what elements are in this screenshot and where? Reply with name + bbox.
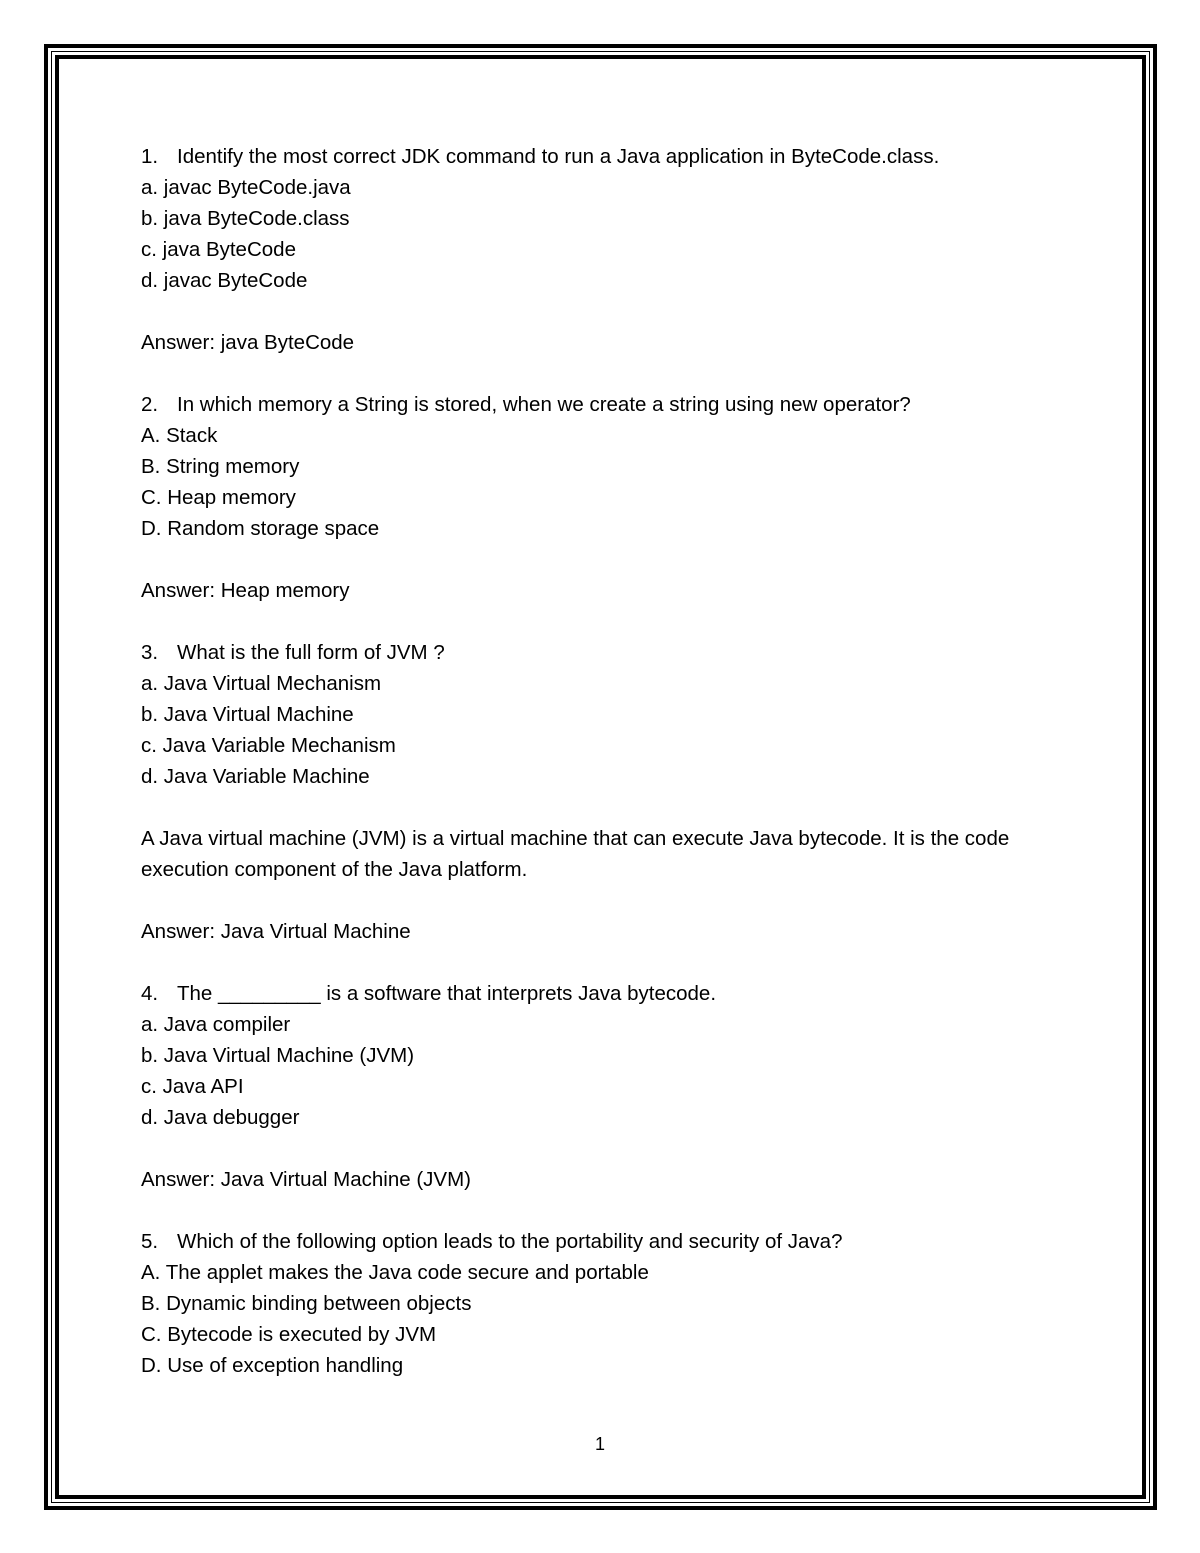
option-c: c. Java Variable Mechanism: [141, 734, 396, 757]
option-b: b. Java Virtual Machine (JVM): [141, 1044, 415, 1067]
spacer: [141, 358, 1061, 389]
question-number: 4.: [141, 982, 159, 1005]
option-b: b. Java Virtual Machine: [141, 703, 354, 726]
option-b: b. java ByteCode.class: [141, 207, 350, 230]
option-a: A. The applet makes the Java code secure and portable: [141, 1261, 649, 1284]
question-number: 2.: [141, 393, 159, 416]
question-text: Identify the most correct JDK command to run a Java application in ByteCode.class.: [177, 145, 940, 168]
question-number: 5.: [141, 1230, 159, 1253]
spacer: [141, 296, 1061, 327]
question-number: 1.: [141, 145, 159, 168]
explanation-paragraph: A Java virtual machine (JVM) is a virtual machine that can execute Java bytecode. It is the code execution component of the Java platform.: [141, 827, 1010, 881]
question-3-stem: [141, 637, 1061, 668]
answer-line: Answer: Java Virtual Machine: [141, 920, 411, 943]
answer-line: Answer: java ByteCode: [141, 331, 355, 354]
spacer: [141, 1133, 1061, 1164]
question-2-stem: [141, 389, 1061, 420]
option-d: D. Random storage space: [141, 517, 380, 540]
question-number: 3.: [141, 641, 159, 664]
answer-line: Answer: Heap memory: [141, 579, 350, 602]
option-c: C. Heap memory: [141, 486, 296, 509]
option-a: A. Stack: [141, 424, 218, 447]
option-c: c. Java API: [141, 1075, 244, 1098]
spacer: [141, 885, 1061, 916]
option-b: B. Dynamic binding between objects: [141, 1292, 472, 1315]
option-b: B. String memory: [141, 455, 300, 478]
spacer: [141, 792, 1061, 823]
question-4-stem: [141, 978, 1061, 1009]
page-number: 1: [594, 1434, 605, 1454]
option-a: a. Java compiler: [141, 1013, 291, 1036]
spacer: [141, 606, 1061, 637]
spacer: [141, 544, 1061, 575]
question-5-stem: [141, 1226, 1061, 1257]
question-block-5: [141, 1226, 1061, 1381]
option-c: C. Bytecode is executed by JVM: [141, 1323, 437, 1346]
spacer: [141, 947, 1061, 978]
spacer: [141, 1195, 1061, 1226]
option-d: d. Java Variable Machine: [141, 765, 370, 788]
question-block-2: [141, 389, 1061, 637]
quiz-content: [141, 141, 1061, 1381]
question-1-stem: [141, 141, 1061, 172]
question-block-4: [141, 978, 1061, 1226]
answer-line: Answer: Java Virtual Machine (JVM): [141, 1168, 472, 1191]
question-block-3: [141, 637, 1061, 978]
option-d: D. Use of exception handling: [141, 1354, 404, 1377]
question-text: What is the full form of JVM ?: [177, 641, 445, 664]
question-block-1: [141, 141, 1061, 389]
option-c: c. java ByteCode: [141, 238, 296, 261]
question-text: In which memory a String is stored, when we create a string using new operator?: [177, 393, 911, 416]
option-a: a. Java Virtual Mechanism: [141, 672, 382, 695]
option-d: d. Java debugger: [141, 1106, 300, 1129]
option-a: a. javac ByteCode.java: [141, 176, 351, 199]
option-d: d. javac ByteCode: [141, 269, 308, 292]
question-text: The _________ is a software that interprets Java bytecode.: [177, 982, 717, 1005]
question-text: Which of the following option leads to the portability and security of Java?: [177, 1230, 843, 1253]
